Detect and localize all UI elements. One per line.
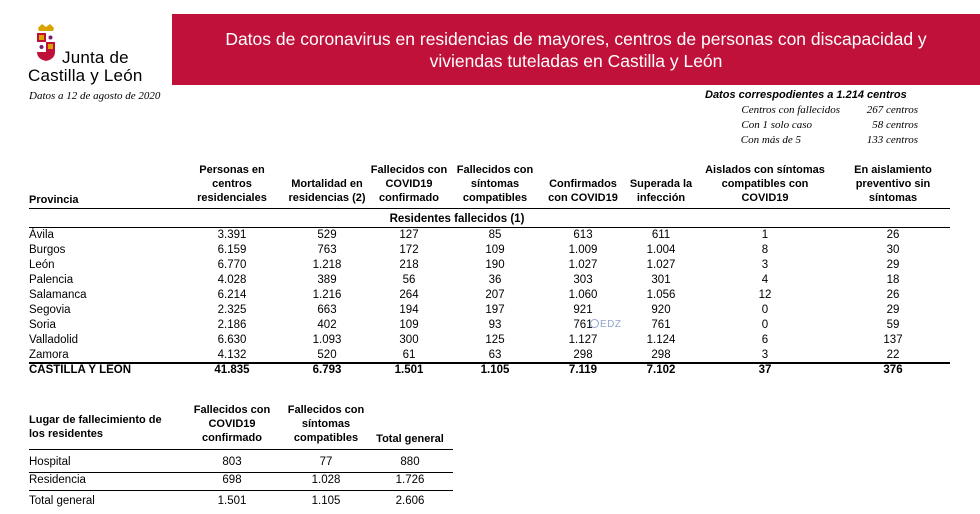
table-cell: 3 [761, 259, 769, 271]
column-header: Mortalidad en residencias (2) [288, 178, 366, 204]
table-cell: 611 [651, 229, 671, 241]
table-cell: 1.093 [312, 334, 342, 346]
lugar-total-cell: 2.606 [395, 495, 425, 507]
province-name: Zamora [29, 349, 69, 361]
coat-of-arms-icon [34, 22, 58, 62]
table-cell: 761 [651, 319, 671, 331]
column-header: Superada la infección [629, 178, 693, 204]
table-cell: 30 [886, 244, 900, 256]
table-cell: 4.132 [217, 349, 247, 361]
table-cell: 402 [317, 319, 337, 331]
total-cell: 7.102 [646, 364, 676, 376]
table-cell: 300 [399, 334, 419, 346]
total-cell: 37 [758, 364, 772, 376]
centros-row-label: Centros con fallecidos [741, 104, 840, 116]
column-header: Fallecidos con COVID19 confirmado [370, 164, 448, 204]
table-cell: 3 [761, 349, 769, 361]
lugar-cell: 880 [400, 456, 420, 468]
table-cell: 26 [886, 229, 900, 241]
table-cell: 264 [399, 289, 419, 301]
title-banner [172, 14, 980, 85]
table-cell: 529 [317, 229, 337, 241]
province-name: Burgos [29, 244, 66, 256]
centros-row-value: 267 centros [866, 104, 918, 116]
lugar-row-label: Residencia [29, 474, 86, 486]
table-cell: 59 [886, 319, 900, 331]
table-cell: 301 [651, 274, 671, 286]
table-cell: 109 [399, 319, 419, 331]
table-cell: 1.027 [568, 259, 598, 271]
column-header: Fallecidos con síntomas compatibles [456, 164, 534, 204]
lugar-column-header: Fallecidos con síntomas compatibles [287, 404, 365, 444]
table-cell: 1.124 [646, 334, 676, 346]
table-cell: 1.056 [646, 289, 676, 301]
centros-row-value: 133 centros [866, 134, 918, 146]
lugar-cell: 1.726 [395, 474, 425, 486]
table-cell: 520 [317, 349, 337, 361]
province-header: Provincia [29, 194, 79, 206]
lugar-cell: 77 [319, 456, 333, 468]
centros-summary-title: Datos correspodientes a 1.214 centros [705, 89, 907, 101]
total-cell: 376 [883, 364, 903, 376]
table-cell: 6.159 [217, 244, 247, 256]
table-cell: 6 [761, 334, 769, 346]
table-cell: 1.216 [312, 289, 342, 301]
column-header: En aislamiento preventivo sin síntomas [854, 164, 932, 204]
centros-row-label: Con más de 5 [740, 134, 801, 146]
table-cell: 197 [485, 304, 505, 316]
table-cell: 6.214 [217, 289, 247, 301]
table-cell: 194 [399, 304, 419, 316]
province-name: Valladolid [29, 334, 79, 346]
total-row-label: CASTILLA Y LEÓN [29, 364, 132, 376]
province-name: Palencia [29, 274, 74, 286]
table-cell: 218 [399, 259, 419, 271]
table-cell: 8 [761, 244, 769, 256]
table-cell: 56 [402, 274, 416, 286]
lugar-header-divider [29, 449, 453, 450]
total-cell: 7.119 [568, 364, 598, 376]
watermark-text: EDZ [600, 319, 622, 330]
table-cell: 663 [317, 304, 337, 316]
table-cell: 63 [488, 349, 502, 361]
table-cell: 921 [573, 304, 593, 316]
lugar-cell: 1.028 [311, 474, 341, 486]
table-cell: 125 [485, 334, 505, 346]
table-cell: 298 [573, 349, 593, 361]
province-name: Segovia [29, 304, 71, 316]
province-name: Salamanca [29, 289, 87, 301]
table-cell: 0 [761, 319, 769, 331]
table-cell: 109 [485, 244, 505, 256]
subheader-residentes-fallecidos: Residentes fallecidos (1) [389, 213, 525, 225]
table-cell: 761 [573, 319, 593, 331]
table-cell: 26 [886, 289, 900, 301]
table-cell: 2.186 [217, 319, 247, 331]
table-cell: 1.060 [568, 289, 598, 301]
table-cell: 1.004 [646, 244, 676, 256]
header-divider [29, 208, 950, 209]
table-cell: 613 [573, 229, 593, 241]
centros-row-value: 58 centros [872, 119, 918, 131]
table-cell: 763 [317, 244, 337, 256]
table-cell: 172 [399, 244, 419, 256]
logo-text-line1: Junta de [62, 48, 129, 67]
table-cell: 6.770 [217, 259, 247, 271]
table-cell: 29 [886, 304, 900, 316]
table-cell: 12 [758, 289, 772, 301]
banner-title-line2: viviendas tuteladas en Castilla y León [429, 50, 723, 71]
table-cell: 22 [886, 349, 900, 361]
lugar-row-label: Hospital [29, 456, 71, 468]
logo-text-line2: Castilla y León [28, 66, 143, 85]
table-cell: 36 [488, 274, 502, 286]
junta-logo [28, 18, 168, 88]
table-cell: 298 [651, 349, 671, 361]
lugar-total-cell: 1.105 [311, 495, 341, 507]
report-date: Datos a 12 de agosto de 2020 [29, 90, 161, 102]
table-cell: 1.027 [646, 259, 676, 271]
column-header: Personas en centros residenciales [197, 164, 267, 204]
table-cell: 190 [485, 259, 505, 271]
total-cell: 6.793 [312, 364, 342, 376]
table-cell: 93 [488, 319, 502, 331]
subheader-divider [29, 227, 950, 228]
table-cell: 2.325 [217, 304, 247, 316]
province-name: León [29, 259, 55, 271]
centros-row-label: Con 1 solo caso [741, 119, 812, 131]
table-cell: 1 [761, 229, 769, 241]
table-cell: 389 [317, 274, 337, 286]
total-cell: 1.501 [394, 364, 424, 376]
total-cell: 41.835 [214, 364, 250, 376]
table-cell: 4 [761, 274, 769, 286]
table-cell: 0 [761, 304, 769, 316]
lugar-cell: 803 [222, 456, 242, 468]
lugar-row-divider [29, 472, 453, 473]
table-cell: 4.028 [217, 274, 247, 286]
table-cell: 61 [402, 349, 416, 361]
banner-title-line1: Datos de coronavirus en residencias de mayores, centros de personas con discapacidad y [225, 28, 927, 49]
table-cell: 85 [488, 229, 502, 241]
lugar-cell: 698 [222, 474, 242, 486]
table-cell: 18 [886, 274, 900, 286]
watermark [590, 319, 622, 330]
table-cell: 920 [651, 304, 671, 316]
table-cell: 1.218 [312, 259, 342, 271]
table-cell: 29 [886, 259, 900, 271]
lugar-column-header: Total general [376, 433, 444, 445]
table-cell: 303 [573, 274, 593, 286]
table-cell: 137 [883, 334, 903, 346]
lugar-title: Lugar de fallecimiento de los residentes [29, 414, 162, 440]
column-header: Confirmados con COVID19 [548, 178, 618, 204]
province-name: Ávila [29, 229, 54, 241]
lugar-total-divider [29, 490, 453, 491]
watermark-circle-icon [590, 319, 599, 328]
column-header: Aislados con síntomas compatibles con COVID19 [705, 164, 825, 204]
table-cell: 1.127 [568, 334, 598, 346]
table-cell: 1.009 [568, 244, 598, 256]
lugar-column-header: Fallecidos con COVID19 confirmado [193, 404, 271, 444]
table-cell: 3.391 [217, 229, 247, 241]
table-cell: 6.630 [217, 334, 247, 346]
total-cell: 1.105 [480, 364, 510, 376]
table-cell: 127 [399, 229, 419, 241]
table-cell: 207 [485, 289, 505, 301]
lugar-total-cell: 1.501 [217, 495, 247, 507]
lugar-total-label: Total general [29, 495, 95, 507]
province-name: Soria [29, 319, 56, 331]
